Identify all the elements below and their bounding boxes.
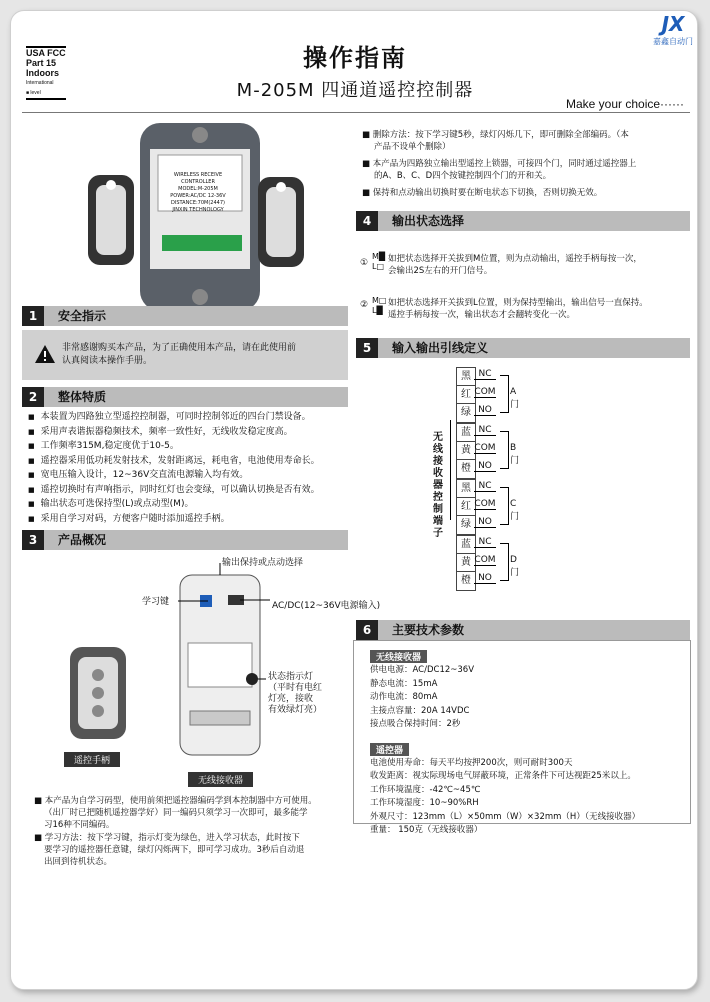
desc-line: 如把状态选择开关拔到M位置，则为点动输出，遥控手柄每按一次，	[388, 254, 642, 264]
spec-row: 电池使用寿命：每天平均按押200次，则可耐时300天	[370, 757, 573, 768]
wire-color-cell: 黄	[456, 441, 476, 461]
receiver-diagram	[60, 555, 340, 775]
note-line: 习16种不同编码。	[44, 820, 115, 830]
fcc-line-3: Indoors	[26, 68, 59, 78]
note-2	[34, 832, 304, 868]
pin-label: COM	[474, 387, 496, 397]
label-output-switch: 输出保持或点动选择	[222, 558, 304, 568]
note-line: 要学习的遥控器任意键，绿灯闪烁两下，即可学习成功。3秒后自动退	[44, 845, 305, 855]
label-remote: 遥控手柄	[64, 752, 120, 767]
door-label: C门	[510, 499, 520, 522]
mode-m-desc	[388, 253, 642, 277]
section-number: 4	[356, 211, 378, 231]
pin-label: NO	[474, 405, 496, 416]
note-1	[34, 795, 317, 831]
label-power-input: AC/DC(12~36V电源输入)	[272, 601, 381, 611]
note-line: 出回到待机状态。	[44, 857, 113, 867]
pin-label: COM	[474, 499, 496, 509]
section-number: 6	[356, 620, 378, 640]
desc-line: 如把状态选择开关拔到L位置，则为保持型输出，输出信号一直保持。	[388, 298, 648, 308]
terminal-vertical-label: 无线接收器控制端子	[433, 432, 443, 539]
warning-text-2: 认真阅读本操作手册。	[62, 356, 153, 366]
wire-color-cell: 红	[456, 385, 476, 405]
note-line: ■ 学习方法：按下学习键，指示灯变为绿色，进入学习状态，此时按下	[34, 833, 300, 843]
spec-box	[353, 640, 691, 835]
spec-row: 工作环境温度：-42℃~45℃	[370, 784, 481, 795]
list-item: ■ 保持和点动输出切换时要在断电状态下切换，否则切换无效。	[362, 188, 603, 198]
led-line: 有效绿灯亮）	[268, 705, 323, 715]
section-title: 输出状态选择	[392, 214, 465, 228]
label-status-led	[268, 672, 322, 716]
wire-color-cell: 橙	[456, 459, 476, 479]
list-item: ■ 输出状态可选保持型(L)或点动型(M)。	[28, 497, 320, 512]
spec-row: 外观尺寸：123mm（L）×50mm（W）×32mm（H）（无线接收器）	[370, 811, 641, 822]
receiver-spec-header: 无线接收器	[370, 650, 427, 663]
note-line: 的A、B、C、D四个按键控制四个门的开和关。	[374, 170, 552, 181]
pin-label: NC	[474, 369, 496, 380]
bracket-line	[450, 420, 453, 520]
wire-color-cell: 黄	[456, 553, 476, 573]
note-line: （出厂时已把随机遥控器学好）同一编码只须学习一次即可，最多能学	[44, 808, 308, 818]
door-bracket	[500, 543, 509, 581]
page-subtitle: M-205M 四通道遥控控制器	[236, 80, 474, 101]
section-4-header	[356, 211, 690, 231]
section-3-header	[22, 530, 348, 550]
spec-row: 主接点容量：20A 14VDC	[370, 705, 470, 716]
spec-row: 静态电流：15mA	[370, 678, 438, 689]
warning-box	[22, 330, 348, 380]
header-divider	[22, 112, 690, 113]
switch-label: M	[372, 252, 379, 261]
door-label: B门	[510, 443, 520, 466]
label-line: CONTROLLER	[181, 179, 215, 185]
label-learn-key: 学习键	[142, 597, 170, 607]
page-title: 操作指南	[303, 44, 407, 72]
wire-color-cell: 绿	[456, 403, 476, 423]
pin-label: NC	[474, 425, 496, 436]
note-line: ■ 本产品为自学习码型，使用前须把遥控器编码学到本控制器中方可使用。	[34, 796, 317, 806]
section-title: 主要技术参数	[392, 623, 465, 637]
section-number: 3	[22, 530, 44, 550]
circle-2: ②	[360, 300, 369, 310]
list-item: ■ 遥控器采用低功耗发射技术，发射距离远，耗电省，电池使用寿命长。	[28, 454, 320, 469]
list-item: ■ 采用声表谐振器稳频技术，频率一致性好，无线收发稳定度高。	[28, 425, 320, 440]
switch-label: M	[372, 296, 379, 305]
label-receiver: 无线接收器	[188, 772, 253, 787]
section-5-header	[356, 338, 690, 358]
photo-product-label	[158, 172, 238, 214]
list-item: ■ 工作频率315M,稳定度优于10-5。	[28, 439, 320, 454]
section-title: 输入输出引线定义	[392, 341, 489, 355]
wire-color-cell: 黑	[456, 367, 476, 387]
desc-line: 遥控手柄每按一次，输出状态才会翻转变化一次。	[388, 310, 576, 320]
note-text: 本产品为四路独立输出型遥控上锁器，可接四个门，同时通过遥控器上	[372, 159, 637, 169]
section-number: 5	[356, 338, 378, 358]
label-line: DISTANCE:70M(2447)	[171, 200, 225, 206]
list-item: ■ 宽电压输入设计，12~36V交直流电源输入均有效。	[28, 468, 320, 483]
spec-row: 接点吸合保持时间：2秒	[370, 719, 461, 729]
switch-l-icon: M□ L█	[372, 296, 387, 315]
spec-row: 工作环境湿度：10~90%RH	[370, 798, 479, 808]
section-1-header	[22, 306, 348, 326]
section-number: 2	[22, 387, 44, 407]
door-bracket	[500, 375, 509, 413]
pin-label: NC	[474, 537, 496, 548]
list-item: ■ 本装置为四路独立型遥控控制器，可同时控制邻近的四台门禁设备。	[28, 410, 320, 425]
switch-label: L	[372, 262, 377, 271]
led-line: （平时有电红	[268, 683, 323, 693]
wire-color-cell: 橙	[456, 571, 476, 591]
note-text: 学习方法：按下学习键，指示灯变为绿色，进入学习状态，此时按下	[44, 833, 300, 843]
led-line: 灯亮，接收	[268, 694, 314, 704]
switch-label: L	[372, 306, 377, 315]
warning-icon	[34, 344, 56, 364]
remote-spec-header: 遥控器	[370, 743, 409, 756]
label-line: POWER:AC/DC 12-36V	[170, 193, 226, 199]
section-number: 1	[22, 306, 44, 326]
note-text: 本产品为自学习码型，使用前须把遥控器编码学到本控制器中方可使用。	[44, 796, 317, 806]
wire-color-cell: 红	[456, 497, 476, 517]
spec-row: 供电电源：AC/DC12~36V	[370, 665, 475, 675]
pin-label: NO	[474, 461, 496, 472]
door-label: D门	[510, 555, 520, 578]
slogan: Make your choice······	[566, 97, 685, 111]
circle-1: ①	[360, 258, 369, 268]
door-bracket	[500, 431, 509, 469]
warning-text-1: 非常感谢购买本产品，为了正确使用本产品，请在此使用前	[62, 343, 297, 353]
list-item: ■ 本产品为四路独立输出型遥控上锁器，可接四个门，同时通过遥控器上	[362, 159, 637, 169]
pin-label: NC	[474, 481, 496, 492]
logo-mark: JX	[661, 12, 685, 36]
led-line: 状态指示灯	[268, 672, 314, 682]
fcc-line-4: International	[26, 80, 54, 86]
logo-name: 嘉鑫自动门	[653, 37, 693, 46]
fcc-line-5: ■ level	[26, 90, 41, 96]
door-label: A门	[510, 387, 520, 410]
pin-label: COM	[474, 555, 496, 565]
label-line: MODEL:M-205M	[178, 186, 218, 192]
spec-row: 重量： 150克（无线接收器）	[370, 825, 483, 835]
list-item: ■ 采用自学习对码，方便客户随时添加遥控手柄。	[28, 512, 320, 527]
fcc-line-2: Part 15	[26, 58, 57, 68]
features-list	[28, 410, 320, 526]
wire-color-cell: 绿	[456, 515, 476, 535]
pin-label: NO	[474, 573, 496, 584]
list-item: ■ 删除方法：按下学习键5秒，绿灯闪烁几下，即可删除全部编码。（本	[362, 130, 629, 140]
list-item: ■ 遥控切换时有声响指示，同时红灯也会变绿，可以确认切换是否有效。	[28, 483, 320, 498]
pin-label: NO	[474, 517, 496, 528]
door-bracket	[500, 487, 509, 525]
note-text: 删除方法：按下学习键5秒，绿灯闪烁几下，即可删除全部编码。（本	[372, 130, 629, 140]
product-photo	[88, 115, 310, 315]
right-notes	[362, 130, 636, 200]
note-text: 保持和点动输出切换时要在断电状态下切换，否则切换无效。	[372, 188, 603, 198]
mode-l-desc	[388, 297, 648, 321]
wire-color-cell: 蓝	[456, 423, 476, 443]
desc-line: 会输出2S左右的开门信号。	[388, 266, 493, 276]
section-6-header	[356, 620, 690, 640]
wire-color-cell: 黑	[456, 479, 476, 499]
brand-logo	[646, 12, 700, 47]
section-2-header	[22, 387, 348, 407]
label-line: JINXIN TECHNOLOGY	[172, 207, 224, 213]
pin-label: COM	[474, 443, 496, 453]
section-title: 安全指示	[58, 309, 107, 323]
section-title: 产品概况	[58, 533, 107, 547]
spec-row: 动作电流：80mA	[370, 692, 438, 702]
note-line: 产品不设单个删除）	[374, 141, 451, 152]
switch-m-icon: M█ L□	[372, 252, 386, 271]
section-title: 整体特质	[58, 390, 107, 404]
wire-color-cell: 蓝	[456, 535, 476, 555]
label-line: WIRELESS RECEIVE	[173, 172, 223, 178]
fcc-line-1: USA FCC	[26, 48, 66, 58]
spec-row: 收发距离：视实际现场电气屏蔽环境，正常条件下可达视距25米以上。	[370, 771, 636, 781]
